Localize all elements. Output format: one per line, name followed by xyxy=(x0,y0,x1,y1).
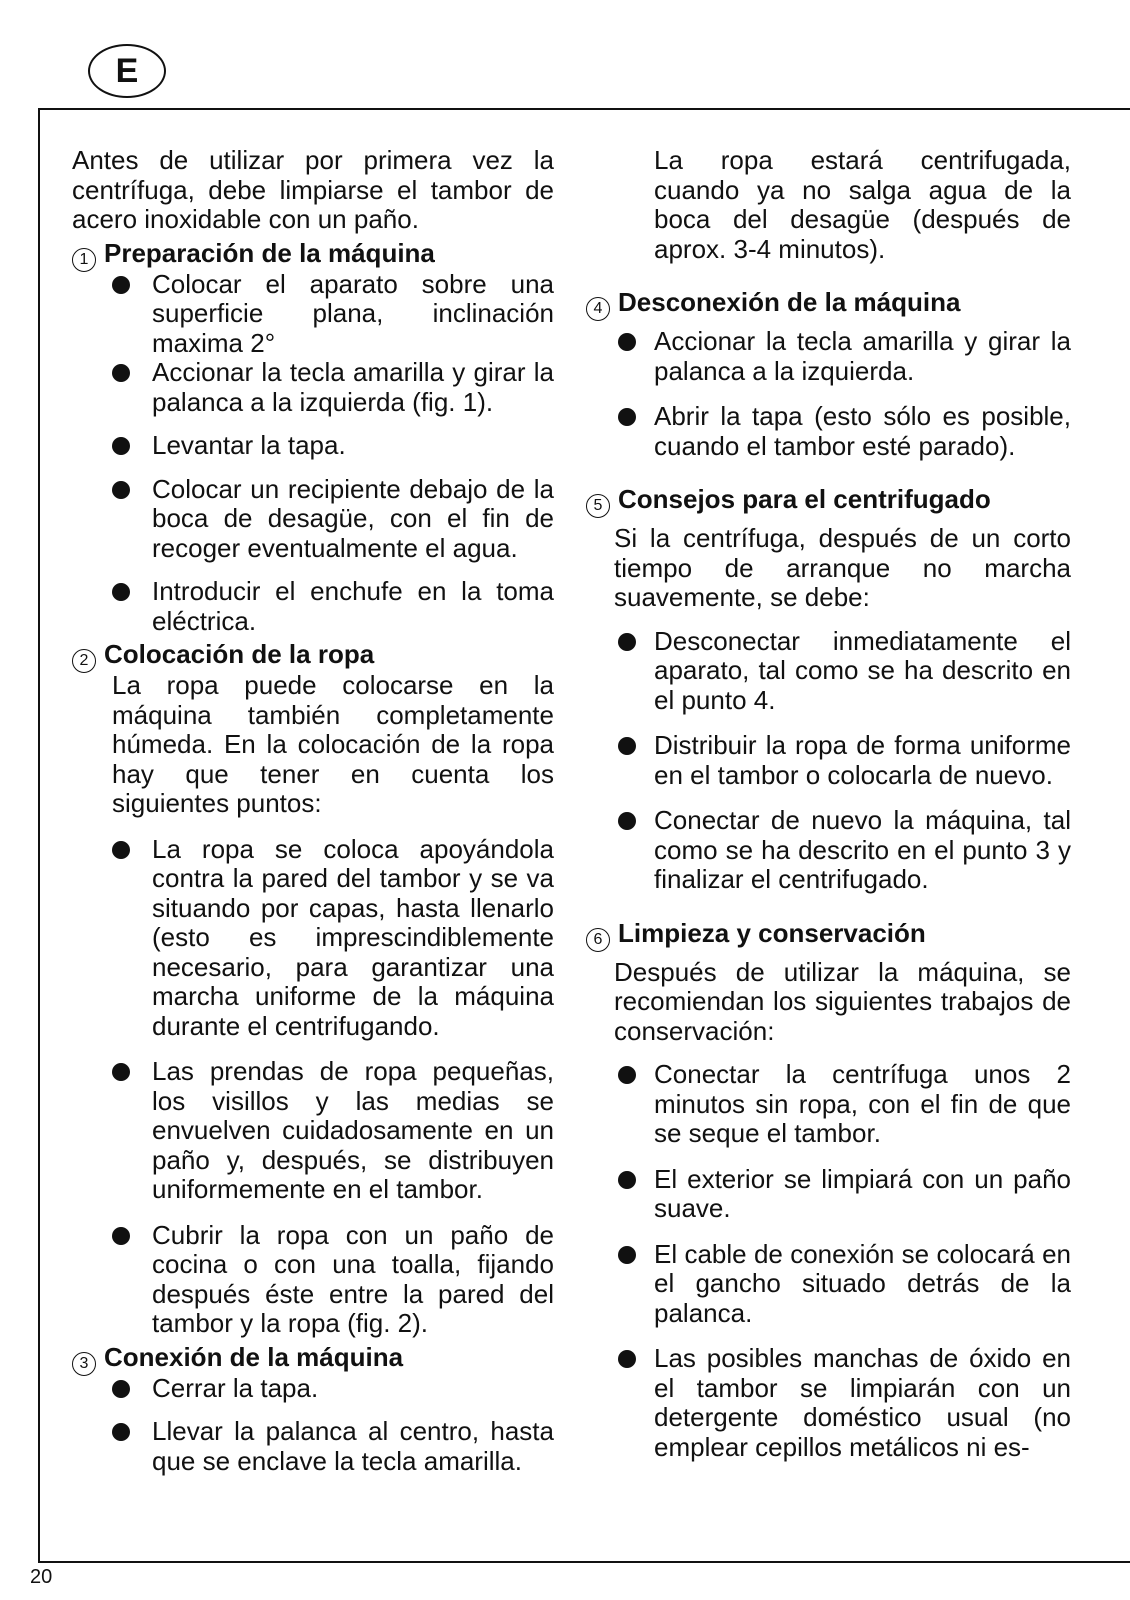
section-5-list xyxy=(586,627,1071,895)
section-1-heading xyxy=(72,237,554,270)
list-item xyxy=(72,431,554,461)
section-3-title: Conexión de la máquina xyxy=(104,1341,404,1372)
bullet-icon xyxy=(112,1063,130,1081)
list-item xyxy=(586,731,1071,790)
list-item-text: Colocar un recipiente debajo de la boca de desagüe, con el fin de recoger eventualmente el agua. xyxy=(152,473,554,563)
list-item-text: Accionar la tecla amarilla y girar la palanca a la izquierda. xyxy=(654,326,1071,386)
section-1-list xyxy=(72,270,554,637)
list-item-text: Abrir la tapa (esto sólo es posible, cuando el tambor esté parado). xyxy=(654,401,1071,461)
continued-paragraph: La ropa estará centrifugada, cuando ya no salga agua de la boca del desagüe (después de aprox. 3-4 minutos). xyxy=(654,145,1071,264)
list-item-text: Las prendas de ropa pequeñas, los visillos y las medias se envuelven cuidadosamente en un paño y, después, se distribuyen uniformemente en el tambor. xyxy=(152,1056,554,1204)
section-5-number: 5 xyxy=(586,494,610,518)
list-item xyxy=(72,270,554,359)
list-item-text: Llevar la palanca al centro, hasta que se enclave la tecla amarilla. xyxy=(152,1416,554,1476)
right-column xyxy=(586,146,1071,1462)
list-item-text: Accionar la tecla amarilla y girar la palanca a la izquierda (fig. 1). xyxy=(152,357,554,417)
section-6-list xyxy=(586,1060,1071,1462)
page-number: 20 xyxy=(30,1566,53,1588)
top-rule xyxy=(38,108,1130,110)
section-2-text: La ropa puede colocarse en la máquina también completamente húmeda. En la colocación de la ropa hay que tener en cuenta los siguientes puntos: xyxy=(112,670,554,818)
left-rule xyxy=(38,108,40,1563)
section-3-heading xyxy=(72,1341,554,1374)
list-item-text: Distribuir la ropa de forma uniforme en el tambor o colocarla de nuevo. xyxy=(654,730,1071,790)
section-1-number: 1 xyxy=(72,248,96,272)
list-item xyxy=(72,835,554,1042)
list-item xyxy=(586,1060,1071,1149)
language-badge-label: E xyxy=(115,51,139,90)
bullet-icon xyxy=(618,1171,636,1189)
list-item-text: Introducir el enchufe en la toma eléctrica. xyxy=(152,576,554,636)
language-badge xyxy=(88,44,166,98)
list-item-text: Conectar la centrífuga unos 2 minutos sin ropa, con el fin de que se seque el tambor. xyxy=(654,1059,1071,1148)
list-item-text: Cerrar la tapa. xyxy=(152,1372,319,1403)
list-item xyxy=(72,577,554,636)
section-6-number: 6 xyxy=(586,928,610,952)
intro-paragraph: Antes de utilizar por primera vez la centrífuga, debe limpiarse el tambor de acero inoxidable con un paño. xyxy=(72,145,554,234)
bullet-icon xyxy=(112,364,130,382)
bullet-icon xyxy=(112,841,130,859)
list-item xyxy=(586,806,1071,895)
list-item-text: El exterior se limpiará con un paño suave. xyxy=(654,1163,1071,1223)
section-6-text: Después de utilizar la máquina, se recomiendan los siguientes trabajos de conservación: xyxy=(614,956,1071,1046)
list-item xyxy=(586,1165,1071,1224)
section-4-number: 4 xyxy=(586,297,610,321)
list-item-text: Colocar el aparato sobre una superficie plana, inclinación maxima 2° xyxy=(152,268,554,358)
bullet-icon xyxy=(618,1246,636,1264)
section-1-title: Preparación de la máquina xyxy=(104,237,435,268)
section-4-heading xyxy=(586,286,1071,319)
section-3-list xyxy=(72,1374,554,1477)
section-2-title: Colocación de la ropa xyxy=(104,639,375,669)
section-2-list xyxy=(72,835,554,1339)
bullet-icon xyxy=(618,1066,636,1084)
list-item-text: Las posibles manchas de óxido en el tambor se limpiarán con un detergente doméstico usual (no emplear cepillos metálicos ni es- xyxy=(654,1343,1071,1462)
bullet-icon xyxy=(112,1227,130,1245)
list-item xyxy=(72,1417,554,1476)
list-item xyxy=(586,402,1071,461)
bullet-icon xyxy=(112,583,130,601)
list-item-text: Cubrir la ropa con un paño de cocina o con una toalla, fijando después éste entre la pared del tambor y la ropa (fig. 2). xyxy=(152,1219,554,1338)
list-item xyxy=(586,1344,1071,1462)
bullet-icon xyxy=(112,1423,130,1441)
section-4-title: Desconexión de la máquina xyxy=(618,287,961,317)
section-4-list xyxy=(586,327,1071,461)
bullet-icon xyxy=(112,1380,130,1398)
section-6-heading xyxy=(586,917,1071,950)
bullet-icon xyxy=(112,437,130,455)
list-item-text: El cable de conexión se colocará en el gancho situado detrás de la palanca. xyxy=(654,1238,1071,1328)
section-5-text: Si la centrífuga, después de un corto tiempo de arranque no marcha suavemente, se debe: xyxy=(614,523,1071,612)
section-2-number: 2 xyxy=(72,649,96,673)
list-item xyxy=(586,627,1071,716)
section-2-heading xyxy=(72,638,554,671)
section-5-title: Consejos para el centrifugado xyxy=(618,484,991,514)
bullet-icon xyxy=(618,1350,636,1368)
bullet-icon xyxy=(618,812,636,830)
left-column xyxy=(72,146,554,1476)
section-6-title: Limpieza y conservación xyxy=(618,917,926,948)
list-item-text: Conectar de nuevo la máquina, tal como se ha descrito en el punto 3 y finalizar el centrifugado. xyxy=(654,805,1071,894)
section-5-heading xyxy=(586,483,1071,516)
list-item xyxy=(72,1221,554,1339)
list-item xyxy=(72,1057,554,1205)
bullet-icon xyxy=(618,737,636,755)
list-item xyxy=(586,1240,1071,1329)
bottom-rule xyxy=(38,1561,1130,1563)
list-item-text: Levantar la tapa. xyxy=(152,430,346,460)
list-item-text: Desconectar inmediatamente el aparato, tal como se ha descrito en el punto 4. xyxy=(654,625,1071,715)
bullet-icon xyxy=(618,633,636,651)
list-item xyxy=(586,327,1071,386)
bullet-icon xyxy=(618,408,636,426)
list-item-text: La ropa se coloca apoyándola contra la pared del tambor y se va situando por capas, hasta llenarlo (esto es imprescindiblemente necesario, para garantizar una marcha uniforme de la máquina durante el centrifugando. xyxy=(152,833,554,1041)
list-item xyxy=(72,1374,554,1404)
list-item xyxy=(72,358,554,417)
bullet-icon xyxy=(618,333,636,351)
section-3-number: 3 xyxy=(72,1352,96,1376)
bullet-icon xyxy=(112,481,130,499)
list-item xyxy=(72,475,554,564)
bullet-icon xyxy=(112,276,130,294)
